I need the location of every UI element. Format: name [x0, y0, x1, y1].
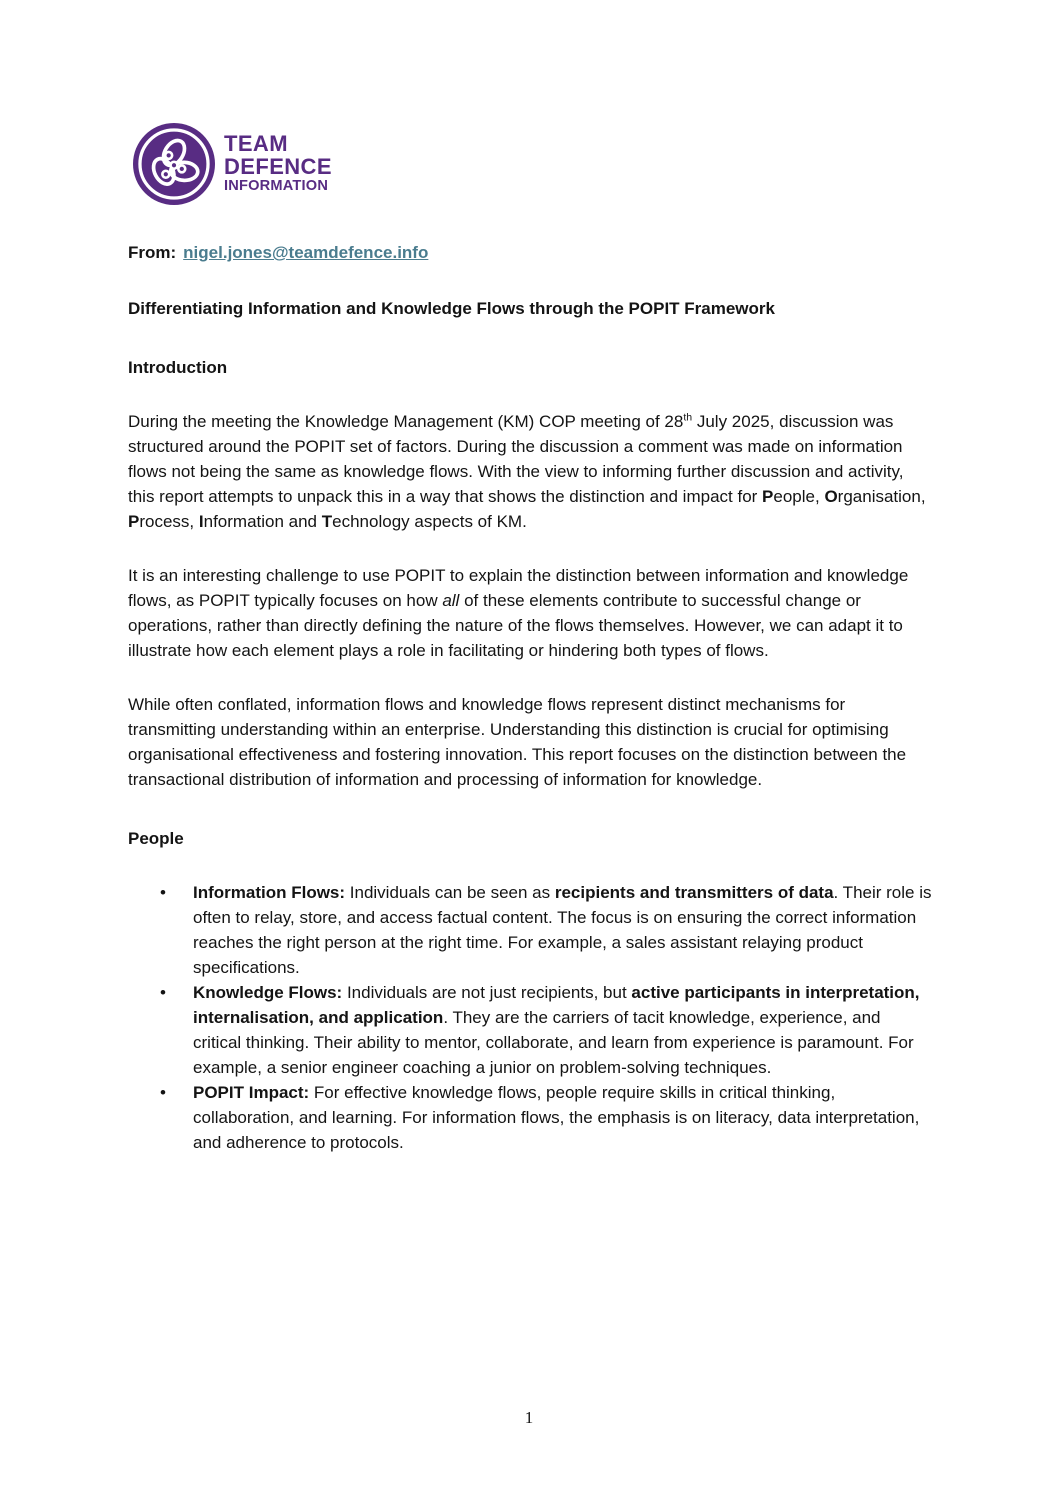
logo-word-information: INFORMATION — [224, 178, 329, 195]
list-item-knowledge-flows — [128, 980, 932, 1080]
bullet-icon: • — [160, 883, 166, 902]
logo-wordmark — [224, 133, 332, 195]
document-content — [128, 123, 932, 1155]
people-bullet-list — [128, 880, 932, 1155]
paragraph-intro-3: While often conflated, information flows and knowledge flows represent distinct mechanisms for transmitting understanding within an enterprise. Understanding this distinction is crucial for optimising organisational effectiveness and fostering innovation. This report focuses on the distinction between the transactional distribution of information and processing of information for knowledge. — [128, 695, 907, 789]
paragraph-intro-1: During the meeting the Knowledge Management (KM) COP meeting of 28th July 2025, discussion was structured around the POPIT set of factors. During the discussion a comment was made on information flows not being the same as knowledge flows. With the view to informing further discussion and activity, this report attempts to unpack this in a way that shows the distinction and impact for People, Organisation, Process, Information and Technology aspects of KM. — [128, 411, 926, 531]
heading-introduction: Introduction — [128, 358, 228, 377]
bullet-text: POPIT Impact: For effective knowledge flows, people require skills in critical thinking, collaboration, and learning. For information flows, the emphasis is on literacy, data interpretation, and adherence to protocols. — [193, 1083, 920, 1152]
bullet-icon: • — [160, 983, 166, 1002]
bullet-icon: • — [160, 1083, 166, 1102]
triquetra-knot-icon — [133, 123, 215, 205]
list-item-information-flows — [128, 880, 932, 980]
bullet-text: Information Flows: Individuals can be seen as recipients and transmitters of data. Their role is often to relay, store, and access factual content. The focus is on ensuring the correct information reaches the right person at the right time. For example, a sales assistant relaying product specifications. — [193, 883, 932, 977]
from-label: From: — [128, 243, 177, 262]
list-item-popit-impact — [128, 1080, 932, 1155]
logo-word-team: TEAM — [224, 131, 288, 157]
paragraph-intro-2: It is an interesting challenge to use POPIT to explain the distinction between information and knowledge flows, as POPIT typically focuses on how all of these elements contribute to successful change or operations, rather than directly defining the nature of the flows themselves. However, we can adapt it to illustrate how each element plays a role in facilitating or hindering both types of flows. — [128, 566, 909, 660]
logo-word-defence: DEFENCE — [224, 153, 332, 179]
from-line — [128, 240, 932, 265]
email-link[interactable]: nigel.jones@teamdefence.info — [183, 243, 429, 262]
document-title: Differentiating Information and Knowledge Flows through the POPIT Framework — [128, 299, 775, 318]
heading-people: People — [128, 829, 184, 848]
bullet-text: Knowledge Flows: Individuals are not just recipients, but active participants in interpretation, internalisation, and application. They are the carriers of tacit knowledge, experience, and critical thinking. Their ability to mentor, collaborate, and learn from experience is paramount. For example, a senior engineer coaching a junior on problem-solving techniques. — [193, 983, 920, 1077]
team-defence-logo — [133, 123, 932, 205]
page-number: 1 — [524, 1408, 534, 1427]
